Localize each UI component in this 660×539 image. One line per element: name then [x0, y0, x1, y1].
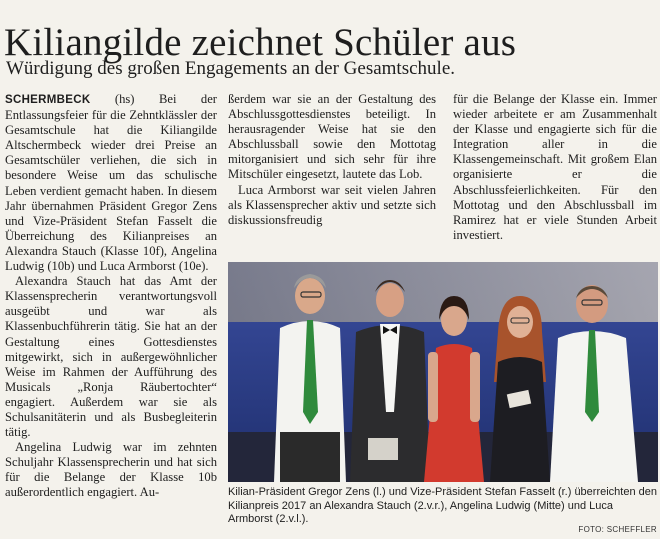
article-paragraph: Luca Armborst war seit vielen Jahren als Klassensprecher aktiv und setzte sich diskussionsfreudig — [228, 182, 436, 227]
article-paragraph: Angelina Ludwig war im zehnten Schuljahr Klassensprecherin und hat sich für die Belange der Klasse 10b außerordentlich engagiert. Au- — [5, 440, 217, 500]
photo-credit: FOTO: SCHEFFLER — [578, 525, 657, 534]
article-paragraph — [5, 92, 217, 274]
article-subheadline: Würdigung des großen Engagements an der Gesamtschule. — [6, 58, 456, 79]
article-column-1 — [5, 92, 217, 501]
award-photo — [228, 262, 658, 482]
award-photo-illustration — [228, 262, 658, 482]
article-paragraph: für die Belange der Klasse ein. Immer wieder arbeitete er am Zusammenhalt der Klasse und engagierte sich für die Integration aller in die Klassengemeinschaft. Mit großem Elan organisierte er die Abschlussfeierlichkeiten. Für den Mottotag und den Abschlussball im Ramirez hat er viele Stunden Arbeit investiert. — [453, 92, 657, 242]
article-paragraph-text: (hs) Bei der Entlassungsfeier für die Zehntklässler der Gesamtschule hat die Kiliangilde Altschermbeck wieder drei Preise an Gesamtschüler verliehen, die sich in besondere Weise um das schulische Leben verdient gemacht haben. In diesem Jahr übernahmen Präsident Gregor Zens und Vize-Präsident Stefan Fasselt die Überreichung des Kilianpreises an Alexandra Stauch (Klasse 10f), Angelina Ludwig (10b) und Luca Armborst (10e). — [5, 92, 217, 274]
article-paragraph: ßerdem war sie an der Gestaltung des Abschlussgottesdienstes beteiligt. In herausragender Weise hat sie den Abschlussball sowie den Mottotag mitorganisiert und sich sehr für ihre Mitschüler eingesetzt, lautete das Lob. — [228, 92, 436, 182]
article-paragraph: Alexandra Stauch hat das Amt der Klassensprecherin verantwortungsvoll ausgeübt und war als Klassenbuchführerin tätig. Sie hat an der Gestaltung eines Gottesdienstes mitgewirkt, sich in außergewöhnlicher Weise im Rahmen der Aufführung des Musicals „Ronja Räubertochter“ engagiert. Außerdem war sie als Schulsanitäterin und als Busbegleiterin tätig. — [5, 274, 217, 440]
dateline: SCHERMBECK — [5, 94, 91, 106]
article-column-3 — [453, 92, 657, 243]
person-alexandra-stauch — [490, 296, 550, 482]
article-column-2 — [228, 92, 436, 228]
article-headline: Kiliangilde zeichnet Schüler aus — [4, 21, 517, 65]
photo-caption: Kilian-Präsident Gregor Zens (l.) und Vize-Präsident Stefan Fasselt (r.) überreichten den Kilianpreis 2017 an Alexandra Stauch (2.v.r.), Angelina Ludwig (Mitte) und Luca Armborst (2.v.l.). — [228, 486, 657, 526]
